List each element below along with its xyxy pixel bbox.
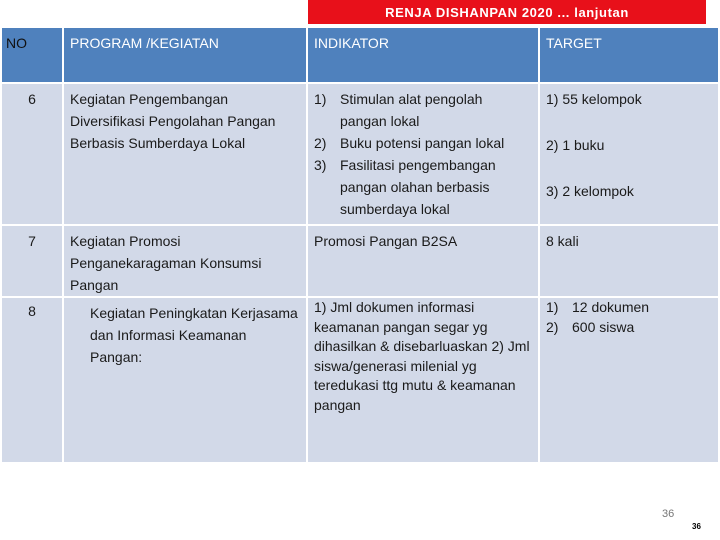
indikator-cell: Promosi Pangan B2SA xyxy=(308,226,538,296)
table-row xyxy=(2,226,718,296)
program-cell: Kegiatan Promosi Penganekaragaman Konsumsi Pangan xyxy=(64,226,306,296)
list-item: 1) Stimulan alat pengolah pangan lokal xyxy=(314,91,483,129)
row-number: 7 xyxy=(2,226,62,296)
target-cell xyxy=(540,84,718,224)
list-item: 2) Buku potensi pangan lokal xyxy=(314,135,505,151)
header-indikator: INDIKATOR xyxy=(308,28,538,82)
list-item: 1) 12 dokumen xyxy=(546,299,650,315)
header-target: TARGET xyxy=(540,28,718,82)
table-row xyxy=(2,84,718,224)
program-cell: Kegiatan Pengembangan Diversifikasi Pengolahan Pangan Berbasis Sumberdaya Lokal xyxy=(64,84,306,224)
header-no: NO xyxy=(2,28,62,82)
target-cell: 8 kali xyxy=(540,226,718,296)
table-row xyxy=(2,298,718,462)
slide-title-banner: RENJA DISHANPAN 2020 ... lanjutan xyxy=(308,0,706,24)
header-program: PROGRAM /KEGIATAN xyxy=(64,28,306,82)
program-table xyxy=(0,26,720,464)
program-cell: Kegiatan Peningkatan Kerjasama dan Informasi Keamanan Pangan: xyxy=(64,298,306,462)
table-header-row xyxy=(2,28,718,82)
page-number: 36 xyxy=(662,508,675,520)
target-item: 2) 1 buku xyxy=(546,137,605,153)
page-number-small: 36 xyxy=(692,522,701,531)
target-item: 3) 2 kelompok xyxy=(546,183,634,199)
target-item: 1) 55 kelompok xyxy=(546,91,642,107)
indikator-cell: 1) Jml dokumen informasi keamanan pangan segar yg dihasilkan & disebarluaskan 2) Jml siswa/generasi milenial yg teredukasi ttg mutu & keamanan pangan xyxy=(308,298,538,462)
row-number: 8 xyxy=(2,298,62,462)
target-cell xyxy=(540,298,718,462)
list-item: 2) 600 siswa xyxy=(546,318,635,335)
list-item: 3) Fasilitasi pengembangan pangan olahan berbasis sumberdaya lokal xyxy=(314,157,496,217)
indikator-cell xyxy=(308,84,538,224)
row-number: 6 xyxy=(2,84,62,224)
